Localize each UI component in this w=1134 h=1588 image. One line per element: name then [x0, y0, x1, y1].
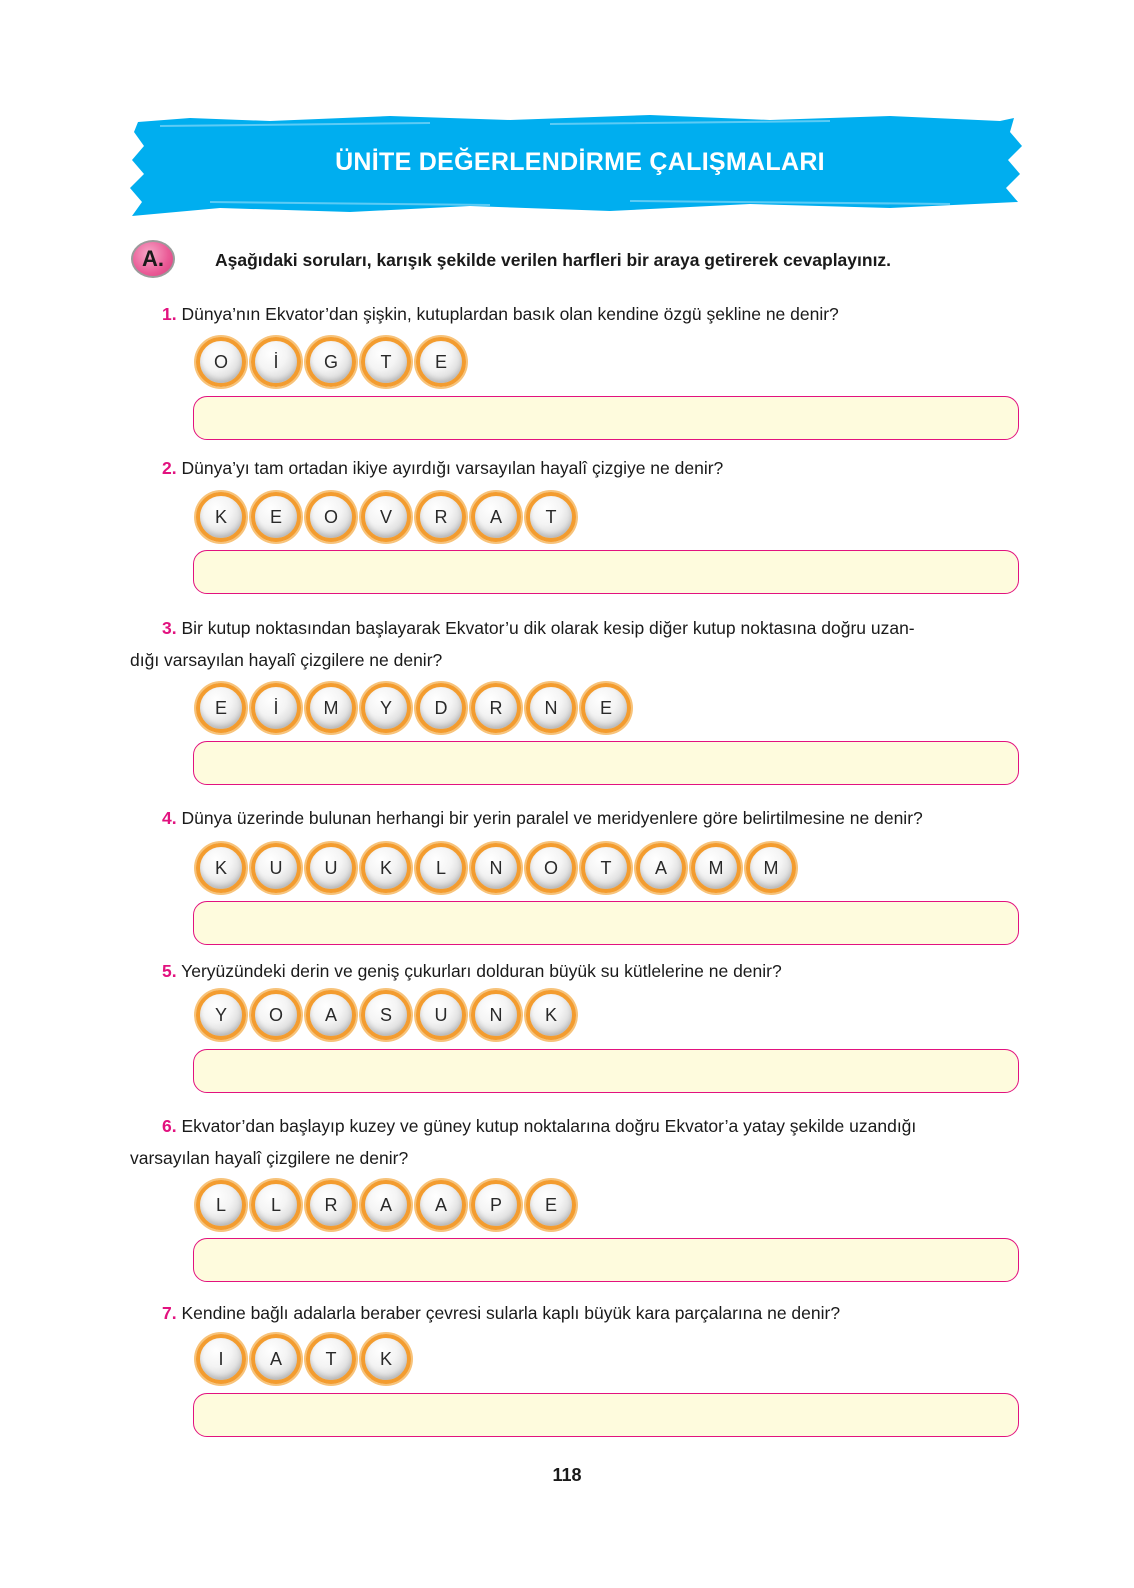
letter-tile: S — [361, 990, 411, 1040]
question-number: 3. — [162, 618, 177, 638]
letter-tile: K — [361, 843, 411, 893]
letter-tile: K — [196, 843, 246, 893]
question-text: Bir kutup noktasından başlayarak Ekvator’u dik olarak kesip diğer kutup noktasına doğru uzan- — [181, 618, 915, 638]
question-text: Ekvator’dan başlayıp kuzey ve güney kutup noktalarına doğru Ekvator’a yatay şekilde uzandığı — [181, 1116, 917, 1136]
letter-tile: E — [251, 492, 301, 542]
question-4 — [130, 802, 1030, 834]
letter-tiles-2 — [196, 492, 576, 542]
question-1 — [130, 298, 1030, 330]
answer-box-2[interactable] — [193, 550, 1019, 594]
question-text: Kendine bağlı adalarla beraber çevresi sularla kaplı büyük kara parçalarına ne denir? — [181, 1303, 841, 1323]
question-number: 4. — [162, 808, 177, 828]
letter-tile: L — [416, 843, 466, 893]
question-number: 7. — [162, 1303, 177, 1323]
question-number: 6. — [162, 1116, 177, 1136]
letter-tile: M — [691, 843, 741, 893]
letter-tile: O — [196, 337, 246, 387]
letter-tile: A — [361, 1180, 411, 1230]
letter-tile: A — [471, 492, 521, 542]
letter-tile: T — [581, 843, 631, 893]
letter-tiles-3 — [196, 683, 631, 733]
question-2 — [130, 452, 1030, 484]
letter-tile: L — [196, 1180, 246, 1230]
letter-tile: T — [361, 337, 411, 387]
question-text: Dünya’nın Ekvator’dan şişkin, kutuplardan basık olan kendine özgü şekline ne denir? — [181, 304, 839, 324]
letter-tile: K — [526, 990, 576, 1040]
letter-tile: U — [416, 990, 466, 1040]
letter-tile: N — [471, 843, 521, 893]
question-text-continued: dığı varsayılan hayalî çizgilere ne denir? — [130, 650, 443, 670]
letter-tile: E — [581, 683, 631, 733]
letter-tiles-5 — [196, 990, 576, 1040]
letter-tile: O — [526, 843, 576, 893]
letter-tile: A — [306, 990, 356, 1040]
page-title: ÜNİTE DEĞERLENDİRME ÇALIŞMALARI — [335, 148, 825, 176]
letter-tile: R — [306, 1180, 356, 1230]
question-7 — [130, 1297, 1030, 1329]
letter-tile: Y — [196, 990, 246, 1040]
letter-tile: V — [361, 492, 411, 542]
letter-tile: E — [526, 1180, 576, 1230]
letter-tiles-1 — [196, 337, 466, 387]
letter-tile: P — [471, 1180, 521, 1230]
letter-tile: T — [306, 1334, 356, 1384]
letter-tile: Y — [361, 683, 411, 733]
question-text-continued: varsayılan hayalî çizgilere ne denir? — [130, 1148, 409, 1168]
answer-box-1[interactable] — [193, 396, 1019, 440]
letter-tile: M — [746, 843, 796, 893]
question-number: 2. — [162, 458, 177, 478]
letter-tile: A — [416, 1180, 466, 1230]
letter-tile: U — [251, 843, 301, 893]
letter-tile: U — [306, 843, 356, 893]
letter-tile: O — [306, 492, 356, 542]
answer-box-7[interactable] — [193, 1393, 1019, 1437]
letter-tile: M — [306, 683, 356, 733]
letter-tile: T — [526, 492, 576, 542]
letter-tile: N — [471, 990, 521, 1040]
letter-tile: A — [636, 843, 686, 893]
letter-tile: A — [251, 1334, 301, 1384]
letter-tile: İ — [251, 337, 301, 387]
question-5 — [130, 955, 1030, 987]
letter-tile: N — [526, 683, 576, 733]
question-text: Dünya üzerinde bulunan herhangi bir yerin paralel ve meridyenlere göre belirtilmesine ne denir? — [181, 808, 923, 828]
letter-tiles-4 — [196, 843, 796, 893]
header-banner — [130, 112, 1030, 220]
question-text: Dünya’yı tam ortadan ikiye ayırdığı varsayılan hayalî çizgiye ne denir? — [181, 458, 724, 478]
letter-tile: İ — [251, 683, 301, 733]
letter-tile: O — [251, 990, 301, 1040]
question-6 — [130, 1110, 1030, 1174]
letter-tile: K — [196, 492, 246, 542]
letter-tile: I — [196, 1334, 246, 1384]
answer-box-6[interactable] — [193, 1238, 1019, 1282]
letter-tile: E — [416, 337, 466, 387]
letter-tile: G — [306, 337, 356, 387]
letter-tile: R — [471, 683, 521, 733]
letter-tile: R — [416, 492, 466, 542]
question-text: Yeryüzündeki derin ve geniş çukurları dolduran büyük su kütlelerine ne denir? — [181, 961, 782, 981]
letter-tiles-7 — [196, 1334, 411, 1384]
letter-tiles-6 — [196, 1180, 576, 1230]
question-number: 1. — [162, 304, 177, 324]
letter-tile: K — [361, 1334, 411, 1384]
letter-tile: D — [416, 683, 466, 733]
question-3 — [130, 612, 1030, 676]
answer-box-4[interactable] — [193, 901, 1019, 945]
letter-tile: L — [251, 1180, 301, 1230]
page-number: 118 — [552, 1465, 582, 1485]
question-number: 5. — [162, 961, 177, 981]
answer-box-3[interactable] — [193, 741, 1019, 785]
section-instruction: Aşağıdaki soruları, karışık şekilde verilen harfleri bir araya getirerek cevaplayınız. — [215, 250, 892, 270]
letter-tile: E — [196, 683, 246, 733]
answer-box-5[interactable] — [193, 1049, 1019, 1093]
section-badge: A. — [131, 240, 175, 278]
